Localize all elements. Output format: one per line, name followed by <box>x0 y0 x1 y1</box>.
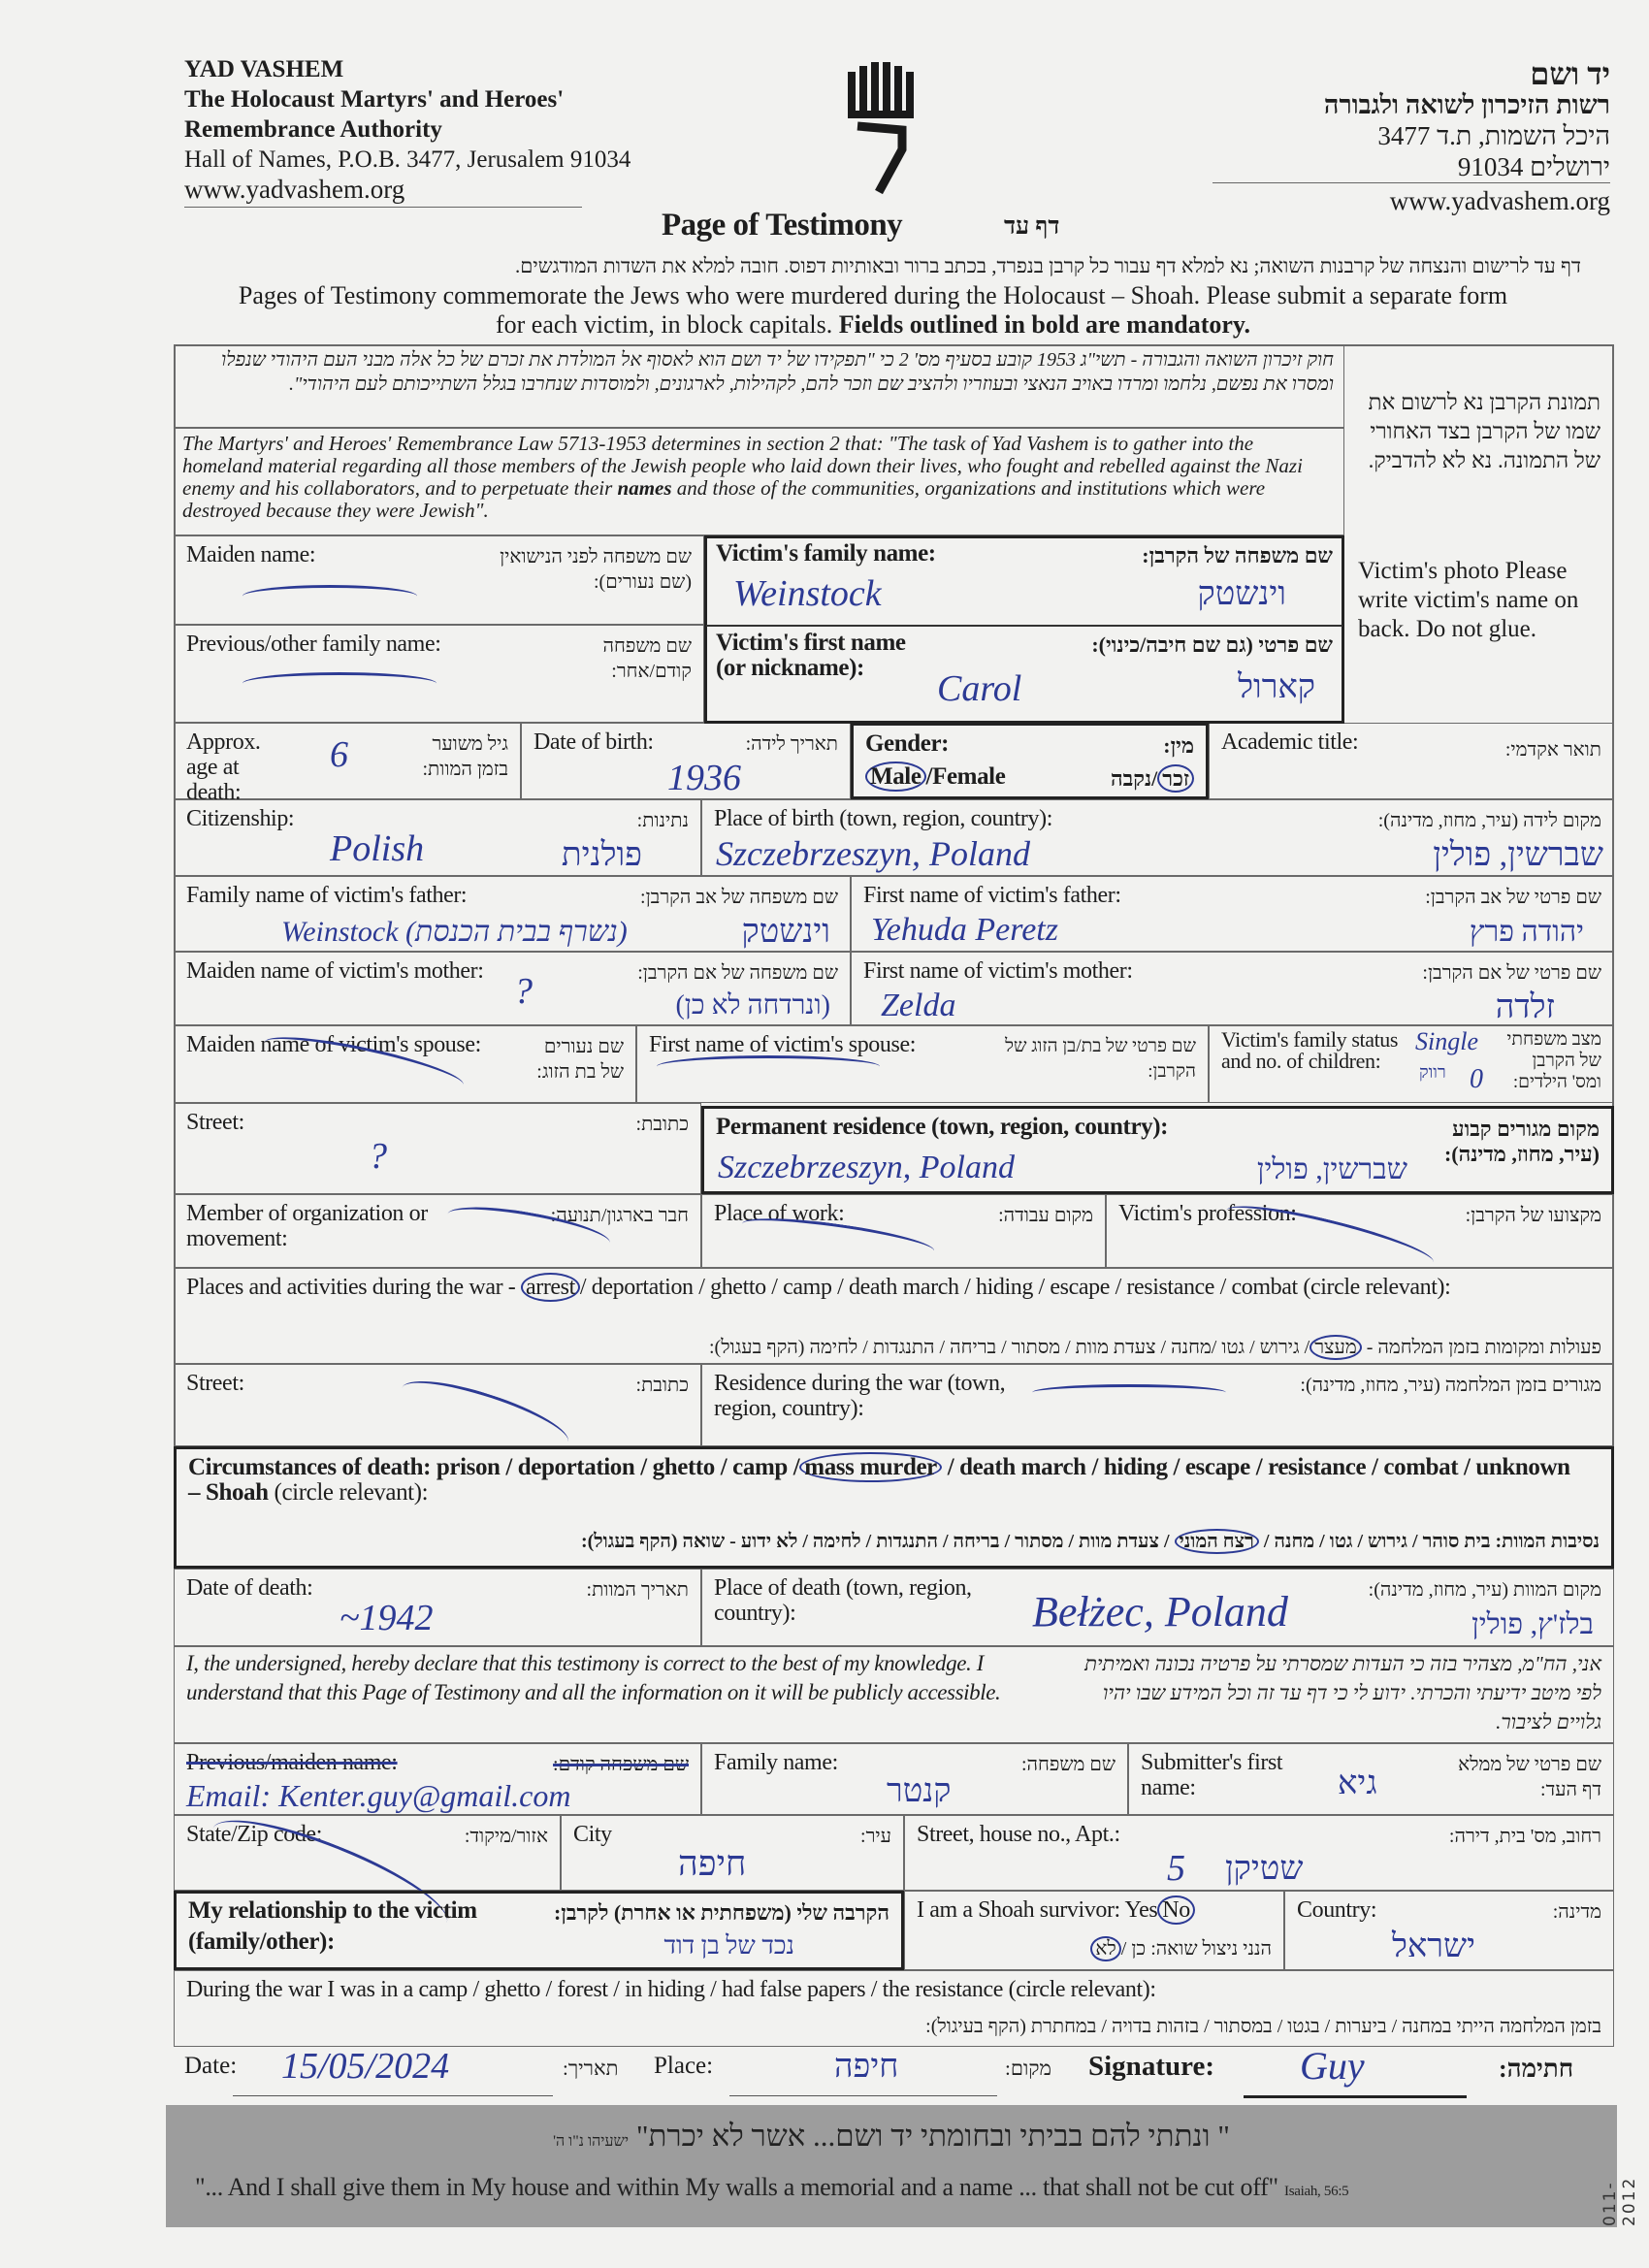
gender-field[interactable]: Gender: Male /Female מין: זכר/נקבה <box>851 723 1209 799</box>
zip-code-field[interactable]: State/Zip code: אזור/מיקוד: <box>174 1815 561 1891</box>
spouse-first-name-field[interactable]: First name of victim's spouse: שם פרטי של בת/בן הזוג של הקרבן: <box>636 1025 1209 1103</box>
date-label: Date: <box>184 2053 238 2079</box>
place-of-death-field[interactable]: Place of death (town, region, country): מקום המוות (עיר, מחוז, מדינה): Bełżec, Poland בלז'ץ, פולין <box>701 1569 1614 1646</box>
survivor-no-option[interactable]: No <box>1157 1895 1195 1925</box>
photo-instructions-he: תמונת הקרבן נא לרשום את שמו של הקרבן בצד האחורי של התמונה. נא לא להדביק. <box>1368 390 1600 472</box>
circumstances-of-death-field[interactable]: Circumstances of death: prison / deportation / ghetto / camp / mass murder / death march / hiding / escape / resistance / combat / unknown – Shoah (circle relevant): נסיבות המוות: בית סוהר / גירוש / גטו / מחנה / רצח המוני / צעדת מוות / מסתור / בריחה / התנגדות / לחימה / לא ידוע - שואה (הקף בעגול): <box>174 1446 1614 1569</box>
gender-male-option-he[interactable]: זכר <box>1157 764 1194 793</box>
mass-murder-option[interactable]: mass murder <box>799 1452 942 1482</box>
gender-female-option[interactable]: /Female <box>925 763 1006 790</box>
signature-label-he: חתימה: <box>1499 2055 1574 2083</box>
relationship-field[interactable]: My relationship to the victim (family/other): הקרבה שלי (משפחתית או אחרת) לקרבן: נכד של בן דוד <box>174 1891 904 1970</box>
mother-maiden-name-field[interactable]: Maiden name of victim's mother: שם משפחה של אם הקרבן: ? (ונרדחה לא כן) <box>174 952 851 1025</box>
org-name: YAD VASHEM <box>184 56 344 82</box>
place-label: Place: <box>654 2053 714 2079</box>
gender-male-option[interactable]: Male <box>865 761 926 792</box>
gender-female-option-he[interactable]: /נקבה <box>1111 766 1158 791</box>
war-activities-field[interactable]: Places and activities during the war - arrest / deportation / ghetto / camp / death march / hiding / escape / resistance / combat (circle relevant): פעולות ומקומות בזמן המלחמה - מעצר/ גירוש / גטו /מחנה / צעדת מוות / מסתור / בריחה / התנגדות / לחימה (הקף בעגול): <box>174 1268 1614 1364</box>
yad-vashem-logo-icon <box>844 62 922 198</box>
intro-english <box>233 281 1513 340</box>
place-of-birth-field[interactable]: Place of birth (town, region, country): מקום לידה (עיר, מחוז, מדינה): Szczebrzeszyn, Poland שברשין, פולין <box>701 799 1614 876</box>
citizenship-field[interactable]: Citizenship: נתינות: Polish פולנית <box>174 799 701 876</box>
header-hebrew <box>1212 58 1610 216</box>
page-title: Page of Testimony <box>662 208 903 243</box>
org-line: Remembrance Authority <box>184 116 442 143</box>
website-link-he[interactable]: www.yadvashem.org <box>1212 182 1610 216</box>
law-hebrew-box <box>174 344 1344 428</box>
website-link[interactable]: www.yadvashem.org <box>184 175 582 208</box>
photo-instructions-en: Victim's photo Please write victim's name on back. Do not glue. <box>1358 558 1579 642</box>
quote-english: "... And I shall give them in My house and within My walls a memorial and a name ... that shall not be cut off" Isaiah, 56:5 <box>195 2173 1349 2201</box>
previous-family-name-field[interactable]: Previous/other family name: שם משפחה קודם/אחר: <box>174 625 704 723</box>
war-residence-field[interactable]: Residence during the war (town, region, country): מגורים בזמן המלחמה (עיר, מחוז, מדינה): <box>701 1364 1614 1446</box>
country-field[interactable]: Country: מדינה: ישראל <box>1284 1891 1614 1970</box>
street-field[interactable]: Street: כתובת: ? <box>174 1103 701 1194</box>
mother-first-name-field[interactable]: First name of victim's mother: שם פרטי של אם הקרבן: Zelda זלדה <box>851 952 1614 1025</box>
date-of-death-field[interactable]: Date of death: תאריך המוות: ~1942 <box>174 1569 701 1646</box>
academic-title-field[interactable]: Academic title: תואר אקדמי: <box>1209 723 1614 799</box>
father-family-name-field[interactable]: Family name of victim's father: שם משפחה של אב הקרבן: Weinstock (נשרף בבית הכנסת) וינשטק <box>174 876 851 952</box>
law-text-he: חוק זיכרון השואה והגבורה - תשי"ג 1953 קובע בסעיף מס' 2 כי "תפקידו של יד ושם הוא לאסוף אל המולדת את זכרם של כל אלה מבני העם היהודי שנפלו ומסרו את נפשם, נלחמו ומרדו באויב הנאצי ובעוזריו ולהציב שם וזכר להם, לקהילות, לארגונים, ולמוסדות שנחרבו בגלל השתייכותם לעם היהודי". <box>221 349 1334 395</box>
place-value[interactable]: חיפה <box>834 2049 899 2085</box>
shoah-survivor-field[interactable]: I am a Shoah survivor: Yes No הנני ניצול שואה: כן /לא <box>904 1891 1284 1970</box>
father-first-name-field[interactable]: First name of victim's father: שם פרטי של אב הקרבן: Yehuda Peretz יהודה פרץ <box>851 876 1614 952</box>
war-street-field[interactable]: Street: כתובת: <box>174 1364 701 1446</box>
org-line-he: רשות הזיכרון לשואה ולגבורה <box>1323 90 1610 119</box>
law-text-en: The Martyrs' and Heroes' Remembrance Law 5713-1953 determines in section 2 that: "The task of Yad Vashem is to gather into the homeland material regarding all those members of the Jewish people who laid down their lives, who fought and rebelled against the Nazi enemy and his collaborators, and to perpetuate their names and those of the communities, organizations and institutions which were destroyed because they were Jewish". <box>182 432 1303 522</box>
date-label-he: תאריך: <box>563 2057 619 2080</box>
org-line: The Holocaust Martyrs' and Heroes' <box>184 86 565 113</box>
organization-member-field[interactable]: Member of organization or movement: חבר בארגון/תנועה: <box>174 1194 701 1268</box>
date-value[interactable]: 15/05/2024 <box>281 2046 450 2087</box>
submitter-previous-name-field[interactable]: Previous/maiden name: שם משפחה קודם: Email: Kenter.guy@gmail.com <box>174 1743 701 1815</box>
date-of-birth-field[interactable]: Date of birth: תאריך לידה: 1936 <box>521 723 851 799</box>
place-of-work-field[interactable]: Place of work: מקום עבודה: <box>701 1194 1106 1268</box>
address-he: היכל השמות, ת.ד 3477 <box>1377 121 1610 150</box>
spouse-maiden-name-field[interactable]: Maiden name of victim's spouse: שם נעורים של בת הזוג: <box>174 1025 636 1103</box>
law-english-box <box>174 428 1344 535</box>
submitter-first-name-field[interactable]: Submitter's first name: שם פרטי של ממלא דף העד: גיא <box>1128 1743 1614 1815</box>
org-name-he: יד ושם <box>1530 56 1610 91</box>
declaration: I, the undersigned, hereby declare that this testimony is correct to the best of my knowledge. I understand that this Page of Testimony and all the information on it will be publicly accessible. אני, הח"מ, מצהיר בזה כי העדות שמסרתי על פרטיה נכונה ואמיתית לפי מיטב ידיעתי והכרתי. ידוע לי כי דף עד זה וכל המידע שבו יהיו גלויים לציבור. <box>174 1646 1614 1743</box>
address: Hall of Names, P.O.B. 3477, Jerusalem 91034 <box>184 146 631 173</box>
intro-text: Pages of Testimony commemorate the Jews who were murdered during the Holocaust – Shoah. Please submit a separate form for each victim, in block capitals. <box>238 281 1508 339</box>
victim-family-name-field[interactable]: Victim's family name: שם משפחה של הקרבן: Weinstock וינשטק <box>716 540 1333 614</box>
intro-hebrew: דף עד לרישום והנצחה של קרבנות השואה; נא למלא דף עבור כל קרבן בנפרד, בכתב ברור ובאותיות דפוס. חובה למלא את השדות המודגשים. <box>514 254 1581 277</box>
profession-field[interactable]: Victim's profession: מקצועו של הקרבן: <box>1106 1194 1614 1268</box>
city-field[interactable]: City עיר: חיפה <box>561 1815 904 1891</box>
age-at-death-field[interactable]: Approx. age at death: גיל משוער בזמן המוות: 6 <box>174 723 521 799</box>
signature-value[interactable]: Guy <box>1300 2044 1365 2088</box>
permanent-residence-field[interactable]: Permanent residence (town, region, country): מקום מגורים קבוע (עיר, מחוז, מדינה): Szczebrzeszyn, Poland שברשין, פולין <box>701 1106 1614 1194</box>
intro-mandatory-note: Fields outlined in bold are mandatory. <box>838 310 1251 339</box>
city-he: ירושלים 91034 <box>1457 152 1610 181</box>
form-code: 011-2012 <box>1600 2176 1639 2226</box>
maiden-name-field[interactable]: Maiden name: שם משפחה לפני הנישואין (שם נעורים): <box>174 535 704 625</box>
during-war-field[interactable]: During the war I was in a camp / ghetto / forest / in hiding / had false papers / the resistance (circle relevant): בזמן המלחמה הייתי במחנה / ביערות / בגטו / במסתור / בזהות בדויה / במחתרת (הקף בעיגול): <box>174 1970 1614 2047</box>
page-title-he: דף עד <box>1004 213 1060 240</box>
arrest-option-he[interactable]: מעצר <box>1310 1335 1361 1360</box>
mass-murder-option-he[interactable]: רצח המוני <box>1175 1529 1259 1554</box>
submitter-family-name-field[interactable]: Family name: שם משפחה: קנטר <box>701 1743 1128 1815</box>
victim-first-name-field[interactable]: Victim's first name (or nickname): שם פרטי (גם שם חיבה/כינוי): Carol קארול <box>716 630 1333 709</box>
signature-label: Signature: <box>1088 2051 1214 2082</box>
family-status-field[interactable]: Victim's family status and no. of children: מצב משפחתי של הקרבן ומס' הילדים: Single רווק 0 <box>1209 1025 1614 1103</box>
arrest-option[interactable]: arrest <box>521 1273 580 1302</box>
header-english <box>184 54 630 208</box>
submitter-street-field[interactable]: Street, house no., Apt.: רחוב, מס' בית, דירה: 5 שטיקן <box>904 1815 1614 1891</box>
quote-band <box>166 2105 1617 2227</box>
survivor-no-option-he[interactable]: לא <box>1090 1936 1120 1961</box>
place-label-he: מקום: <box>1005 2057 1051 2080</box>
quote-hebrew: " ונתתי להם בביתי ובחומתי יד ושם... אשר לא יכרת" ישעיהו נ"ו ה' <box>553 2119 1230 2153</box>
